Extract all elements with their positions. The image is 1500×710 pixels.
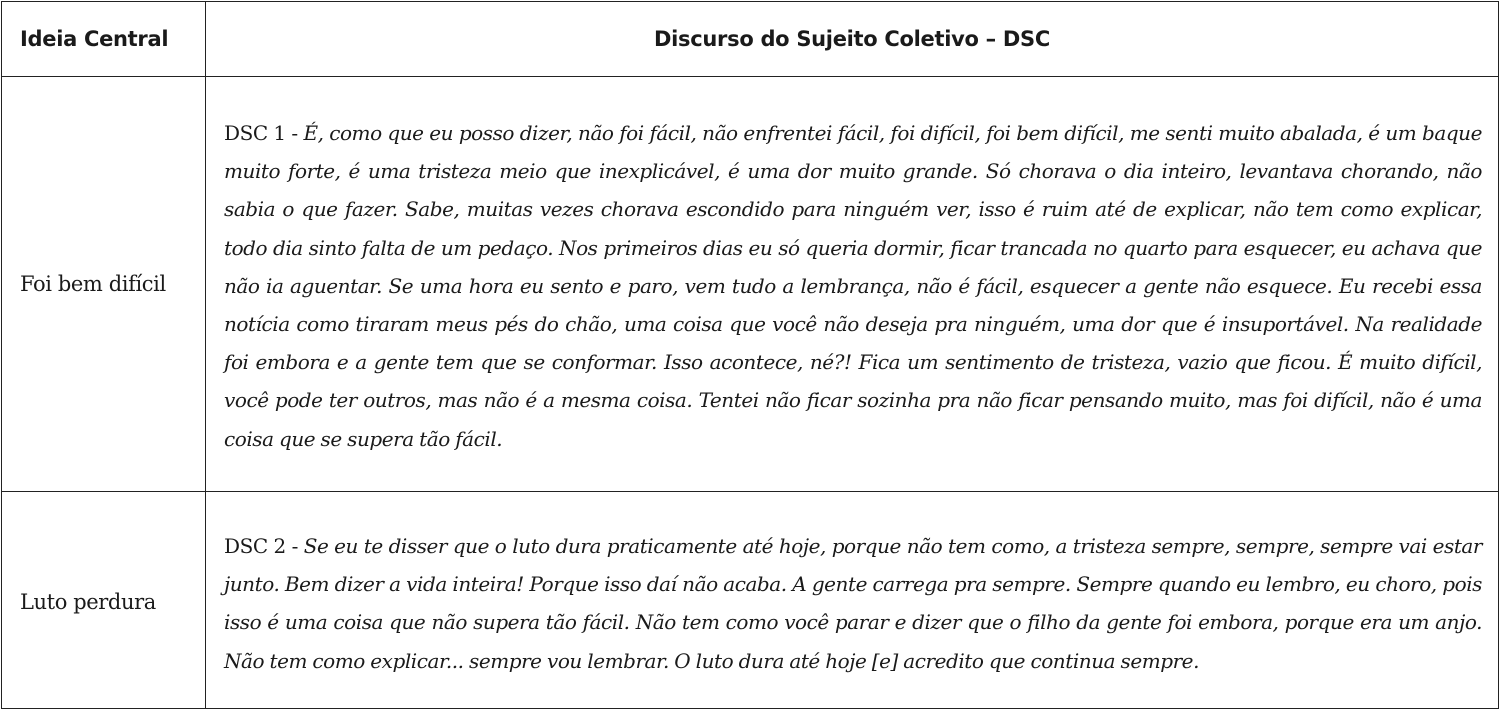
discourse-text <box>224 114 1482 458</box>
table-row <box>2 77 1498 492</box>
dsc-quote: Se eu te disser que o luto dura praticamente até hoje, porque não tem como, a tristeza sempre, sempre, sempre vai estar junto. Bem dizer a vida inteira! Porque isso daí não acaba. A gente carrega pra sempre. Sempre quando eu lembro, eu choro, pois isso é uma coisa que não supera tão fácil. Não tem como você parar e dizer que o filho da gente foi embora, porque era um anjo. Não tem como explicar... sempre vou lembrar. O luto dura até hoje [e] acredito que continua sempre. <box>224 534 1483 673</box>
idea-central-text: Foi bem difícil <box>20 272 166 296</box>
dsc-table <box>1 1 1499 709</box>
idea-central-text: Luto perdura <box>20 590 156 614</box>
column-header-ideia-central: Ideia Central <box>20 27 169 51</box>
idea-cell <box>2 492 206 709</box>
header-cell-ideia-central <box>2 2 206 76</box>
table-row <box>2 492 1498 709</box>
table-header-row <box>2 2 1498 77</box>
column-header-dsc: Discurso do Sujeito Coletivo – DSC <box>654 27 1050 51</box>
idea-cell <box>2 77 206 491</box>
dsc-label: DSC 1 - <box>224 121 304 145</box>
dsc-quote: É, como que eu posso dizer, não foi fácil, não enfrentei fácil, foi difícil, foi bem difícil, me senti muito abalada, é um baque muito forte, é uma tristeza meio que inexplicável, é uma dor muito grande. Só chorava o dia inteiro, levantava chorando, não sabia o que fazer. Sabe, muitas vezes chorava escondido para ninguém ver, isso é ruim até de explicar, não tem como explicar, todo dia sinto falta de um pedaço. Nos primeiros dias eu só queria dormir, ficar trancada no quarto para esquecer, eu achava que não ia aguentar. Se uma hora eu sento e paro, vem tudo a lembrança, não é fácil, esquecer a gente não esquece. Eu recebi essa notícia como tiraram meus pés do chão, uma coisa que você não deseja pra ninguém, uma dor que é insuportável. Na realidade foi embora e a gente tem que se conformar. Isso acontece, né?! Fica um sentimento de tristeza, vazio que ficou. É muito difícil, você pode ter outros, mas não é a mesma coisa. Tentei não ficar sozinha pra não ficar pensando muito, mas foi difícil, não é uma coisa que se supera tão fácil. <box>224 121 1482 451</box>
header-cell-dsc <box>206 2 1498 76</box>
dsc-label: DSC 2 - <box>224 534 304 558</box>
discourse-text <box>224 527 1482 680</box>
discourse-cell <box>206 77 1498 491</box>
discourse-cell <box>206 492 1498 709</box>
